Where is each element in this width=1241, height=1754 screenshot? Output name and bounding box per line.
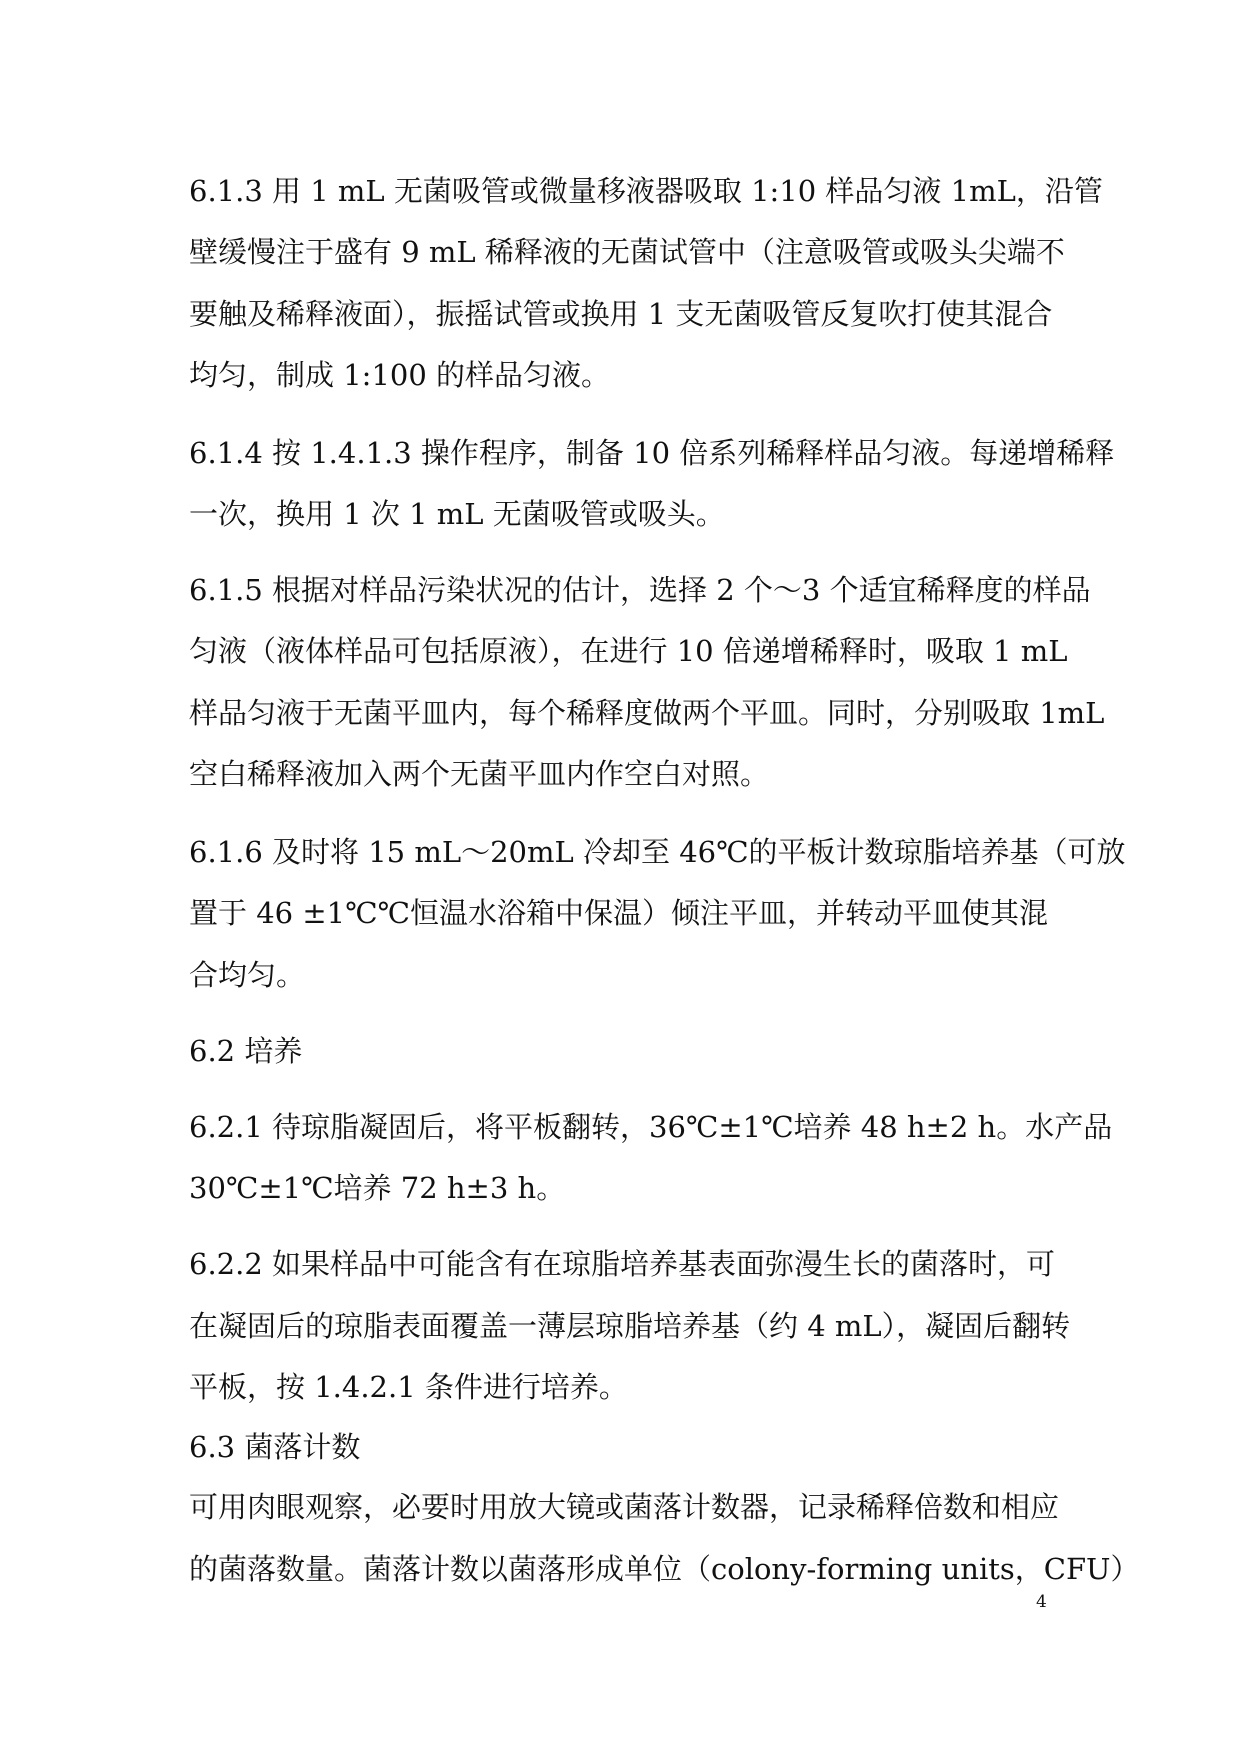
text-line: 合均匀。: [189, 958, 306, 992]
section-6-2-1: 6.2.1 待琼脂凝固后，将平板翻转，36℃±1℃培养 48 h±2 h。水产品: [189, 1110, 1113, 1144]
text-line: 样品匀液于无菌平皿内，每个稀释度做两个平皿。同时，分别吸取 1mL: [189, 696, 1105, 730]
text-line: 匀液（液体样品可包括原液），在进行 10 倍递增稀释时，吸取 1 mL: [189, 634, 1068, 668]
text-line: 6.1.3 用 1 mL 无菌吸管或微量移液器吸取 1:10 样品匀液 1mL，沿管: [189, 174, 1103, 208]
text-line: 壁缓慢注于盛有 9 mL 稀释液的无菌试管中（注意吸管或吸头尖端不: [189, 235, 1065, 269]
section-6-1-6: 6.1.6 及时将 15 mL～20mL 冷却至 46℃的平板计数琼脂培养基（可放: [189, 835, 1126, 869]
text-line: 在凝固后的琼脂表面覆盖一薄层琼脂培养基（约 4 mL），凝固后翻转: [189, 1309, 1071, 1343]
text-line: 的菌落数量。菌落计数以菌落形成单位（colony-forming units，CFU）: [189, 1552, 1140, 1586]
page-number: 4: [1036, 1592, 1047, 1612]
section-heading-6-3: 6.3 菌落计数: [189, 1430, 361, 1464]
section-6-1-4: 6.1.4 按 1.4.1.3 操作程序，制备 10 倍系列稀释样品匀液。每递增稀释: [189, 436, 1115, 470]
section-heading-6-2: 6.2 培养: [189, 1034, 303, 1068]
text-line: 平板，按 1.4.2.1 条件进行培养。: [189, 1370, 628, 1404]
text-line: 均匀，制成 1:100 的样品匀液。: [189, 358, 611, 392]
text-line: 一次，换用 1 次 1 mL 无菌吸管或吸头。: [189, 497, 725, 531]
text-line: 空白稀释液加入两个无菌平皿内作空白对照。: [189, 757, 770, 791]
section-6-1-5: 6.1.5 根据对样品污染状况的估计，选择 2 个～3 个适宜稀释度的样品: [189, 573, 1091, 607]
text-line: 可用肉眼观察，必要时用放大镜或菌落计数器，记录稀释倍数和相应: [189, 1490, 1060, 1524]
text-line: 要触及稀释液面），振摇试管或换用 1 支无菌吸管反复吹打使其混合: [189, 297, 1053, 331]
text-line: 30℃±1℃培养 72 h±3 h。: [189, 1171, 566, 1205]
text-line: 置于 46 ±1℃℃恒温水浴箱中保温）倾注平皿，并转动平皿使其混: [189, 896, 1048, 930]
section-6-2-2: 6.2.2 如果样品中可能含有在琼脂培养基表面弥漫生长的菌落时，可: [189, 1247, 1056, 1281]
